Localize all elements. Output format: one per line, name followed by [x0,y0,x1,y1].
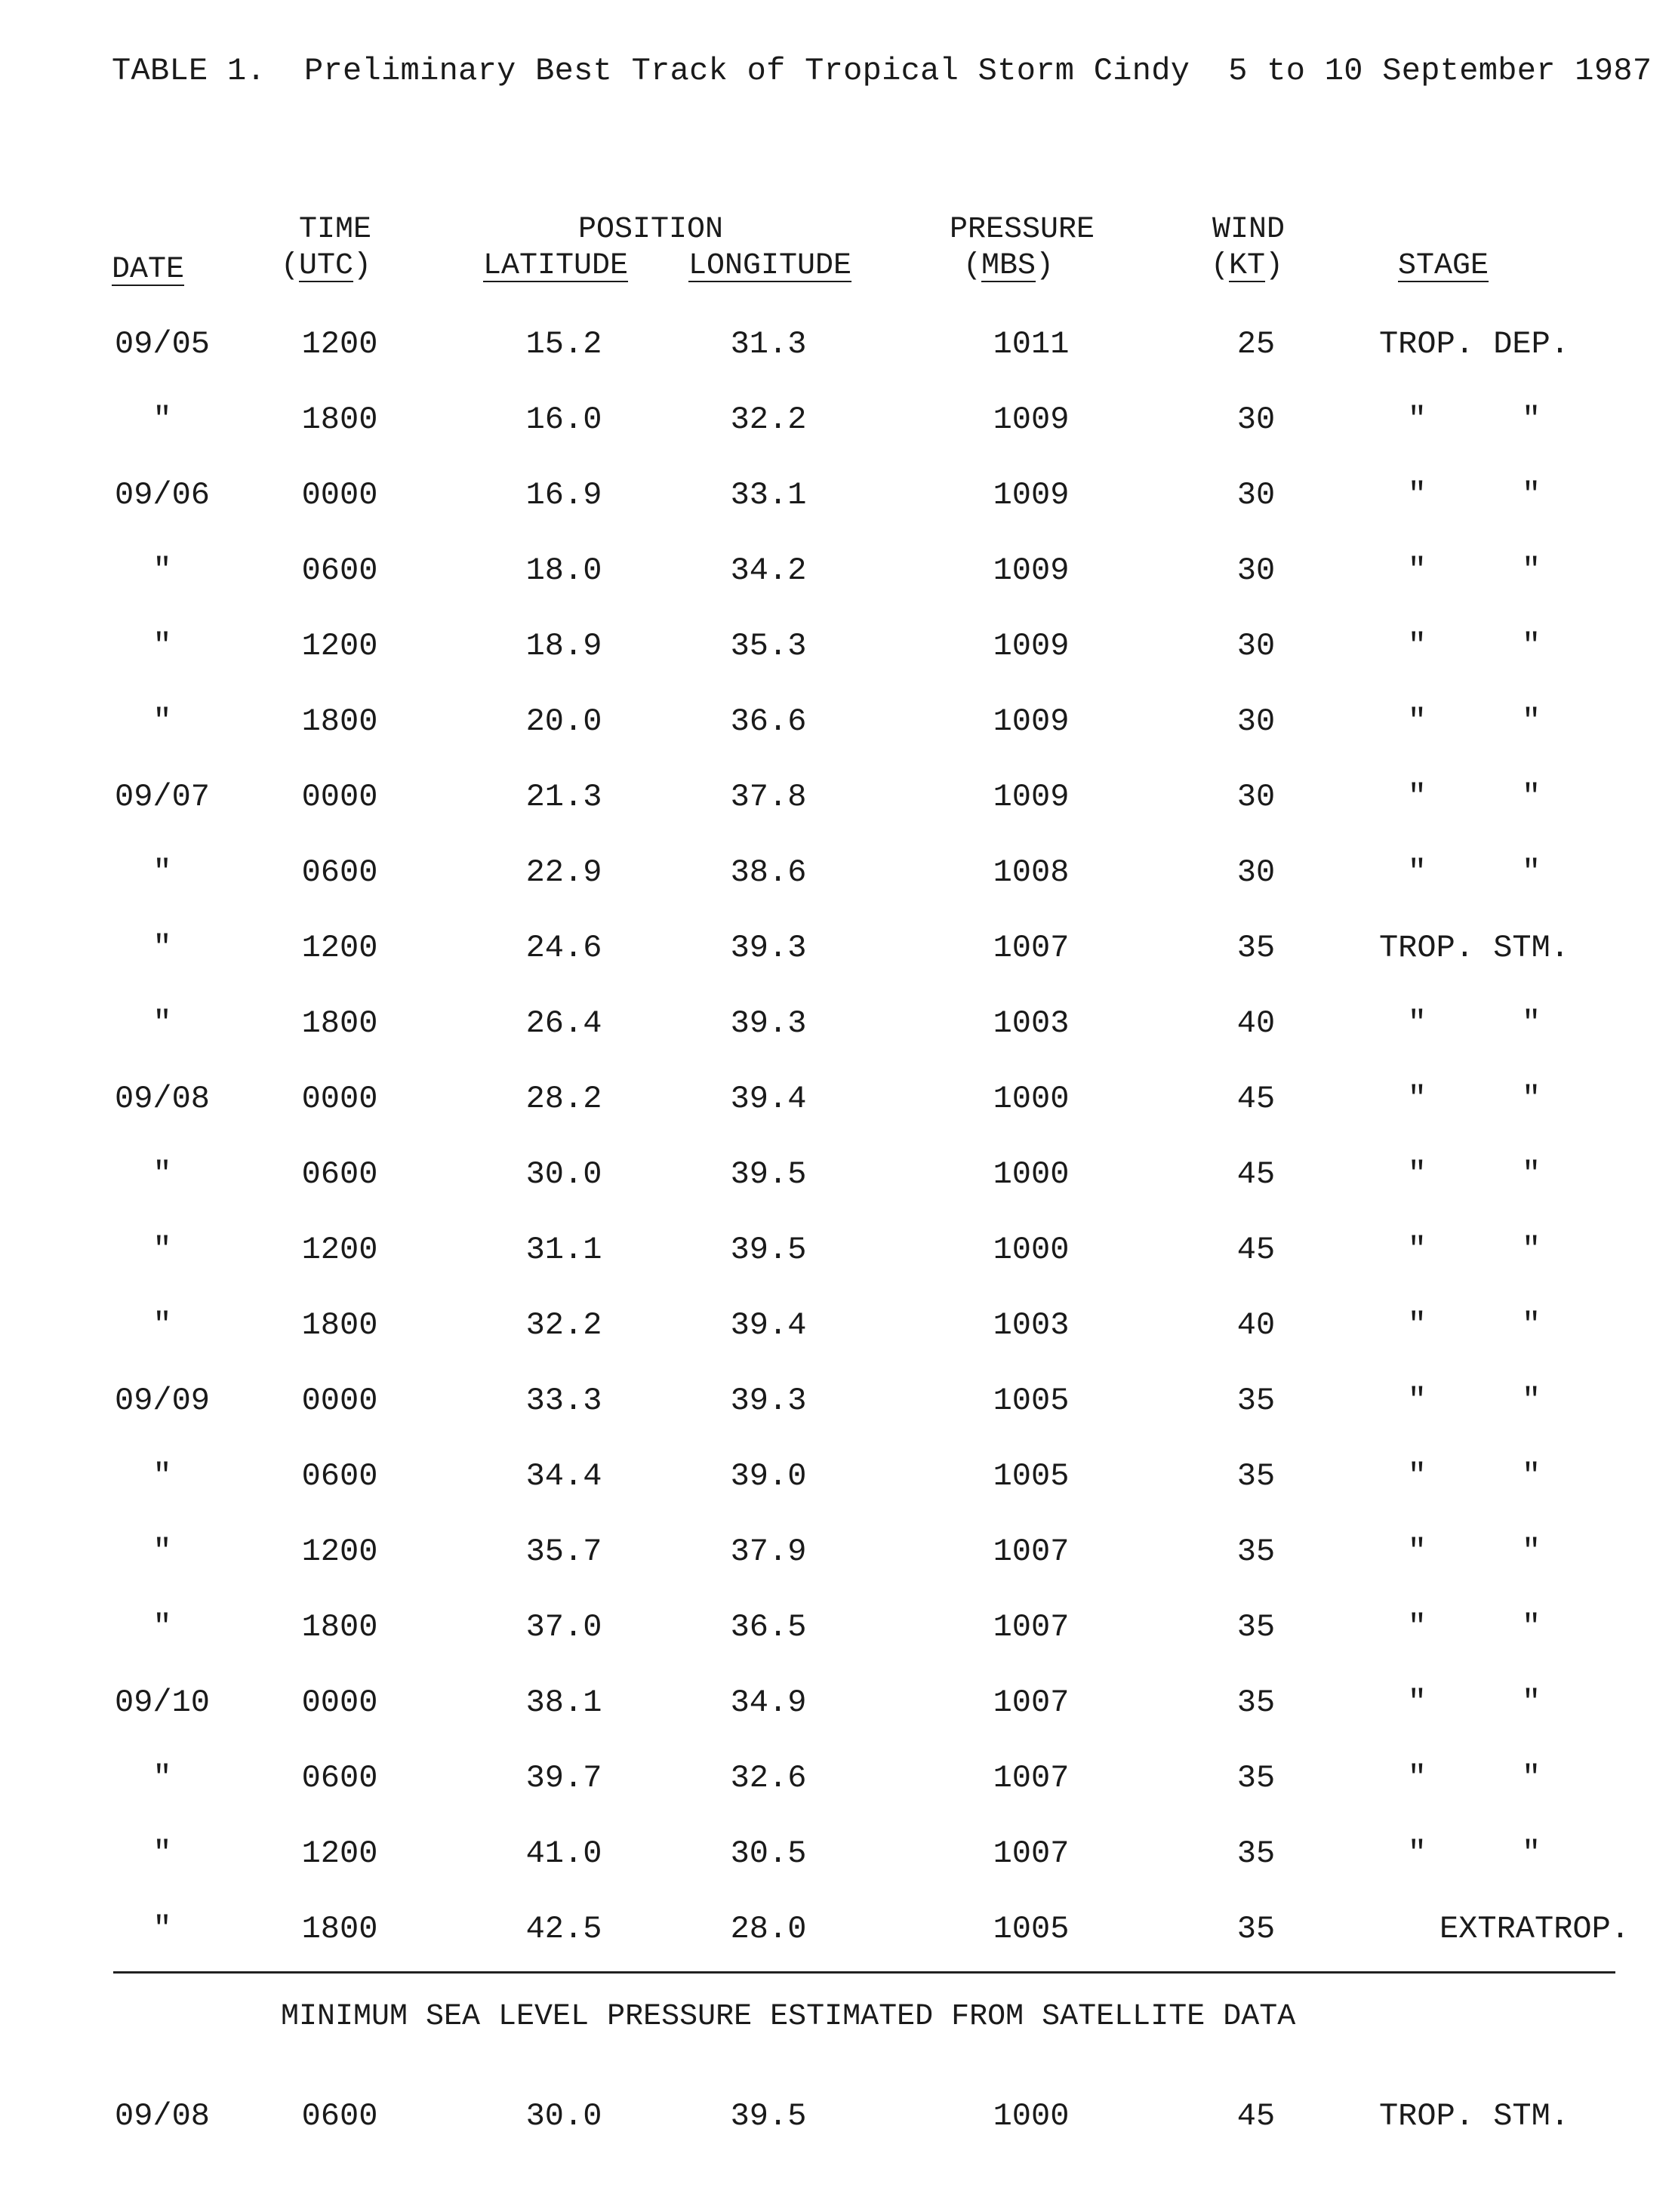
cell-stage: " " [1407,1383,1541,1419]
cell-time: 1200 [301,1232,378,1268]
cell-pressure: 1007 [993,1609,1070,1645]
cell-pressure: 1003 [993,1005,1070,1041]
cell-longitude: 30.5 [730,1835,807,1872]
cell-longitude: 39.4 [730,1081,807,1117]
cell-date: " [152,1911,172,1947]
cell-wind: 40 [1236,1005,1276,1041]
cell-stage: " " [1407,1081,1541,1117]
cell-date: 09/08 [114,1081,211,1117]
cell-longitude: 36.5 [730,1609,807,1645]
cell-pressure: 1009 [993,703,1070,740]
table-divider [113,1971,1615,1974]
cell-time: 1800 [301,1005,378,1041]
cell-time: 1800 [301,1307,378,1343]
cell-longitude: 39.5 [730,1232,807,1268]
cell-pressure: 1008 [993,854,1070,891]
cell-stage: TROP. STM. [1378,930,1570,966]
cell-wind: 30 [1236,854,1276,891]
cell-stage: " " [1407,628,1541,664]
cell-stage: " " [1407,1458,1541,1494]
cell-pressure: 1009 [993,401,1070,438]
cell-pressure: 1005 [993,1383,1070,1419]
cell-date: 09/08 [114,2098,211,2134]
cell-stage: " " [1407,779,1541,815]
cell-stage: " " [1407,1835,1541,1872]
cell-date: " [152,1458,172,1494]
cell-time: 0000 [301,477,378,513]
cell-pressure: 1007 [993,1835,1070,1872]
cell-pressure: 1005 [993,1458,1070,1494]
cell-date: " [152,854,172,891]
cell-longitude: 31.3 [730,326,807,362]
cell-date: " [152,1232,172,1268]
cell-latitude: 16.0 [525,401,602,438]
header-position: POSITION [578,213,724,247]
cell-wind: 30 [1236,703,1276,740]
cell-wind: 35 [1236,1383,1276,1419]
cell-latitude: 37.0 [525,1609,602,1645]
cell-latitude: 33.3 [525,1383,602,1419]
cell-wind: 30 [1236,401,1276,438]
cell-pressure: 1009 [993,552,1070,589]
cell-stage: " " [1407,1307,1541,1343]
cell-longitude: 39.3 [730,1005,807,1041]
cell-latitude: 38.1 [525,1684,602,1721]
cell-stage: " " [1407,1232,1541,1268]
cell-pressure: 1005 [993,1911,1070,1947]
cell-date: 09/10 [114,1684,211,1721]
cell-stage: " " [1407,854,1541,891]
cell-time: 1800 [301,703,378,740]
cell-date: 09/06 [114,477,211,513]
cell-stage: EXTRATROP. [1439,1911,1630,1947]
cell-stage: " " [1407,1534,1541,1570]
cell-longitude: 36.6 [730,703,807,740]
cell-latitude: 30.0 [525,1156,602,1192]
cell-stage: TROP. STM. [1378,2098,1570,2134]
cell-stage: " " [1407,703,1541,740]
header-wind-top: WIND [1212,213,1286,247]
cell-time: 1200 [301,628,378,664]
cell-longitude: 37.9 [730,1534,807,1570]
cell-longitude: 37.8 [730,779,807,815]
cell-pressure: 1007 [993,1534,1070,1570]
cell-time: 0600 [301,854,378,891]
cell-stage: " " [1407,552,1541,589]
cell-date: " [152,1156,172,1192]
cell-longitude: 34.9 [730,1684,807,1721]
cell-date: " [152,628,172,664]
cell-stage: " " [1407,1156,1541,1192]
cell-longitude: 39.3 [730,1383,807,1419]
cell-date: " [152,703,172,740]
cell-latitude: 28.2 [525,1081,602,1117]
cell-longitude: 39.4 [730,1307,807,1343]
cell-latitude: 26.4 [525,1005,602,1041]
satellite-note: MINIMUM SEA LEVEL PRESSURE ESTIMATED FROM SATELLITE DATA [281,2000,1296,2034]
cell-stage: " " [1407,477,1541,513]
cell-pressure: 1000 [993,1081,1070,1117]
cell-latitude: 41.0 [525,1835,602,1872]
cell-longitude: 39.5 [730,1156,807,1192]
cell-time: 1800 [301,1609,378,1645]
cell-wind: 35 [1236,1534,1276,1570]
cell-latitude: 31.1 [525,1232,602,1268]
cell-latitude: 20.0 [525,703,602,740]
cell-longitude: 35.3 [730,628,807,664]
cell-time: 1200 [301,326,378,362]
cell-longitude: 39.0 [730,1458,807,1494]
cell-time: 0600 [301,552,378,589]
cell-latitude: 18.9 [525,628,602,664]
cell-latitude: 30.0 [525,2098,602,2134]
header-latitude: LATITUDE [483,249,629,283]
cell-pressure: 1007 [993,1684,1070,1721]
cell-longitude: 32.6 [730,1760,807,1796]
cell-pressure: 1009 [993,779,1070,815]
cell-latitude: 15.2 [525,326,602,362]
cell-latitude: 21.3 [525,779,602,815]
cell-time: 0600 [301,2098,378,2134]
cell-pressure: 1007 [993,930,1070,966]
cell-pressure: 1003 [993,1307,1070,1343]
cell-pressure: 1000 [993,1156,1070,1192]
cell-wind: 35 [1236,1609,1276,1645]
header-time-bottom: (UTC) [281,249,372,283]
cell-wind: 35 [1236,1911,1276,1947]
cell-date: " [152,1760,172,1796]
cell-wind: 30 [1236,477,1276,513]
cell-wind: 45 [1236,1232,1276,1268]
cell-pressure: 1009 [993,477,1070,513]
cell-longitude: 28.0 [730,1911,807,1947]
cell-stage: " " [1407,1005,1541,1041]
cell-wind: 45 [1236,1081,1276,1117]
cell-wind: 25 [1236,326,1276,362]
cell-date: " [152,1534,172,1570]
cell-time: 1800 [301,1911,378,1947]
cell-wind: 45 [1236,1156,1276,1192]
cell-time: 0000 [301,1383,378,1419]
cell-wind: 35 [1236,1835,1276,1872]
cell-latitude: 16.9 [525,477,602,513]
cell-stage: " " [1407,1684,1541,1721]
cell-longitude: 39.5 [730,2098,807,2134]
cell-date: " [152,401,172,438]
cell-pressure: 1000 [993,1232,1070,1268]
cell-date: " [152,552,172,589]
cell-pressure: 1007 [993,1760,1070,1796]
header-date: DATE [112,253,185,287]
cell-latitude: 32.2 [525,1307,602,1343]
cell-wind: 45 [1236,2098,1276,2134]
cell-date: 09/09 [114,1383,211,1419]
header-stage: STAGE [1398,249,1489,283]
cell-time: 0000 [301,779,378,815]
cell-time: 1200 [301,1835,378,1872]
cell-stage: " " [1407,1760,1541,1796]
header-wind-bottom: (KT) [1211,249,1284,283]
cell-date: " [152,1005,172,1041]
cell-date: 09/05 [114,326,211,362]
header-pressure-unit: MBS [981,249,1036,283]
cell-wind: 35 [1236,1760,1276,1796]
cell-latitude: 18.0 [525,552,602,589]
cell-latitude: 24.6 [525,930,602,966]
cell-wind: 35 [1236,1684,1276,1721]
cell-date: " [152,1307,172,1343]
cell-time: 1800 [301,401,378,438]
cell-wind: 35 [1236,1458,1276,1494]
cell-wind: 30 [1236,779,1276,815]
header-pressure-bottom: (MBS) [963,249,1055,283]
cell-latitude: 22.9 [525,854,602,891]
header-time-unit: UTC [299,249,354,283]
cell-date: " [152,930,172,966]
cell-wind: 40 [1236,1307,1276,1343]
cell-pressure: 1009 [993,628,1070,664]
cell-latitude: 42.5 [525,1911,602,1947]
cell-time: 1200 [301,930,378,966]
cell-wind: 30 [1236,628,1276,664]
cell-latitude: 34.4 [525,1458,602,1494]
cell-time: 0600 [301,1760,378,1796]
cell-time: 0600 [301,1458,378,1494]
cell-pressure: 1011 [993,326,1070,362]
header-longitude: LONGITUDE [688,249,852,283]
cell-stage: " " [1407,1609,1541,1645]
cell-time: 1200 [301,1534,378,1570]
cell-longitude: 34.2 [730,552,807,589]
cell-time: 0000 [301,1081,378,1117]
cell-latitude: 35.7 [525,1534,602,1570]
cell-longitude: 32.2 [730,401,807,438]
cell-stage: TROP. DEP. [1378,326,1570,362]
cell-date: 09/07 [114,779,211,815]
cell-latitude: 39.7 [525,1760,602,1796]
cell-time: 0000 [301,1684,378,1721]
cell-time: 0600 [301,1156,378,1192]
cell-wind: 35 [1236,930,1276,966]
cell-longitude: 38.6 [730,854,807,891]
cell-longitude: 33.1 [730,477,807,513]
header-pressure-top: PRESSURE [950,213,1095,247]
cell-longitude: 39.3 [730,930,807,966]
cell-pressure: 1000 [993,2098,1070,2134]
cell-date: " [152,1835,172,1872]
cell-stage: " " [1407,401,1541,438]
table-title: TABLE 1. Preliminary Best Track of Tropical Storm Cindy 5 to 10 September 1987 [112,53,1652,89]
cell-wind: 30 [1236,552,1276,589]
header-wind-unit: KT [1229,249,1266,283]
header-time-top: TIME [299,213,372,247]
cell-date: " [152,1609,172,1645]
